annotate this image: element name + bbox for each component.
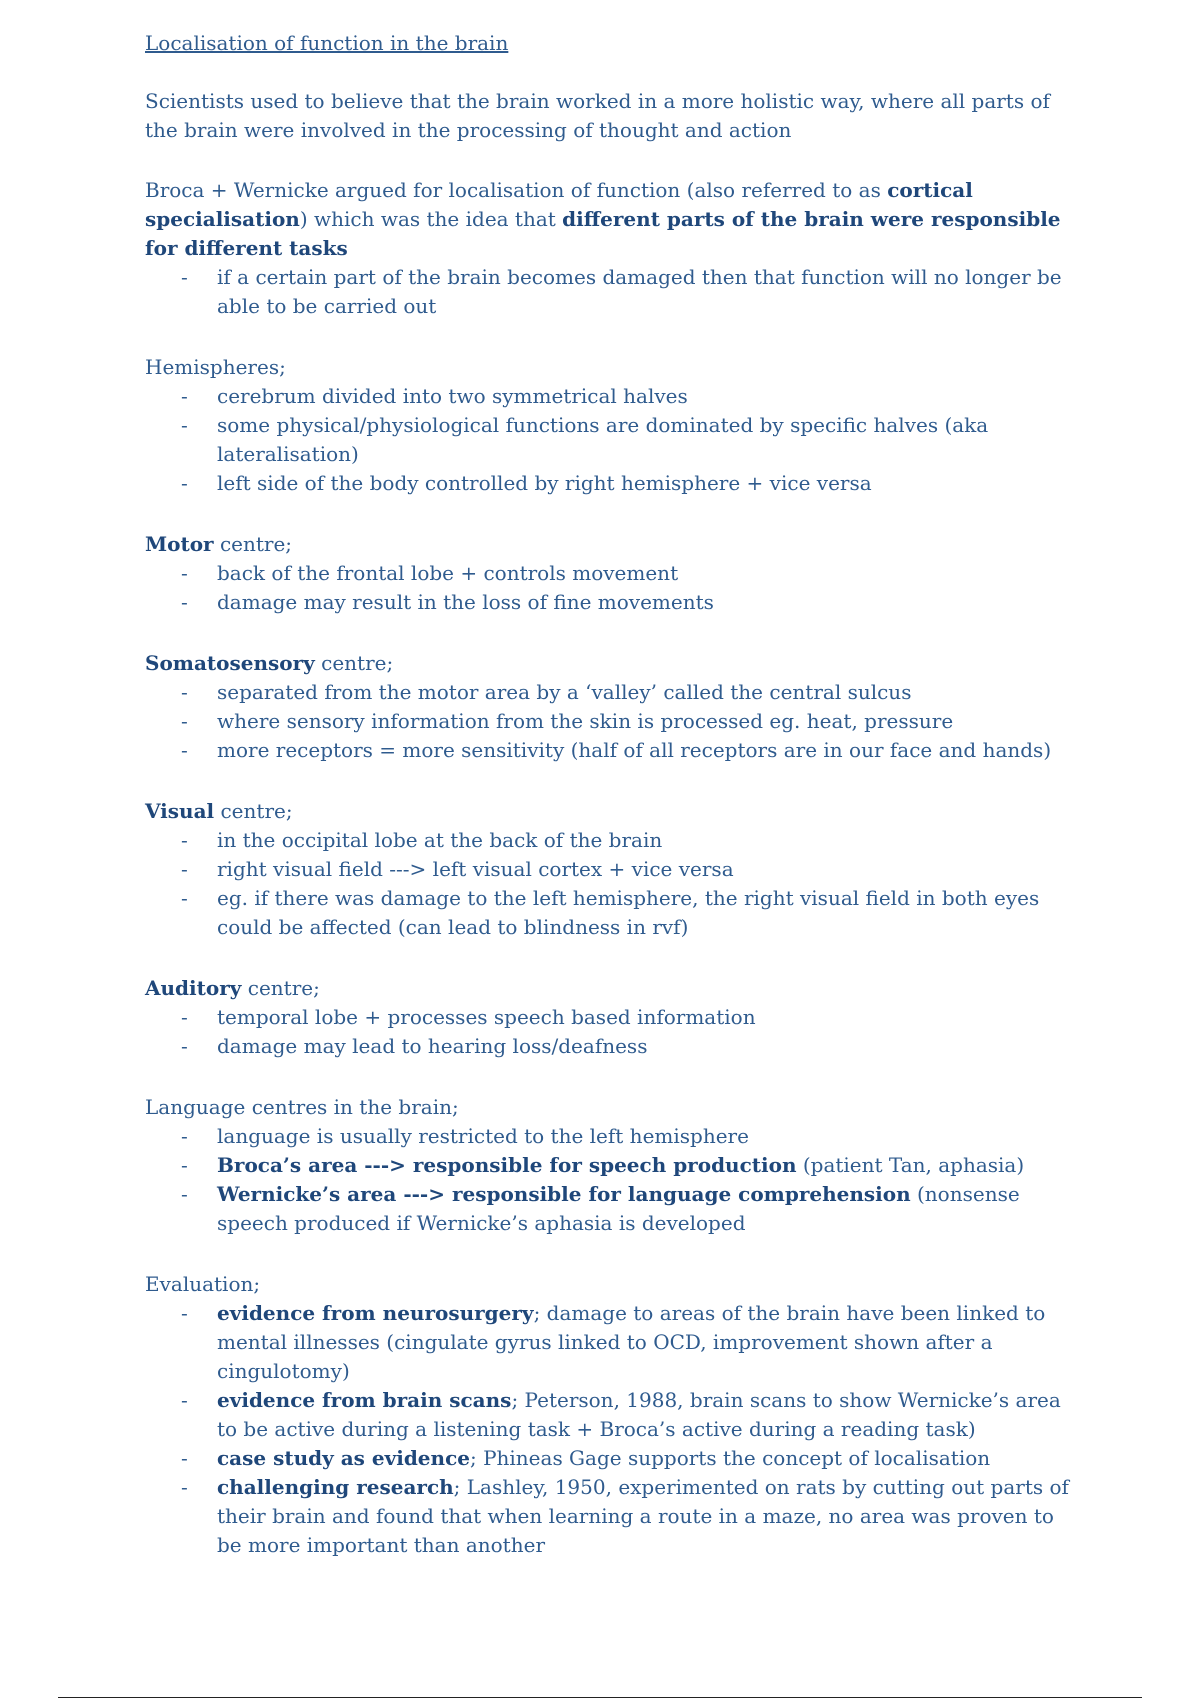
list-item [217, 1299, 1075, 1386]
broca-wernicke-section [145, 176, 1075, 321]
bold-term-different-parts: different parts of the brain were responsible for different tasks [145, 207, 1061, 260]
list-item [217, 1444, 1075, 1473]
list-item: - eg. if there was damage to the left hemisphere, the right visual field in both eyes could be affected (can lead to blindness in rvf) [217, 884, 1075, 942]
bold-term: evidence from neurosurgery [217, 1301, 534, 1325]
bold-term-cortical-specialisation: cortical specialisation [145, 178, 973, 231]
visual-section [145, 796, 1075, 942]
list-item: - damage may lead to hearing loss/deafness [217, 1032, 1075, 1061]
evaluation-heading: Evaluation; [145, 1272, 261, 1296]
heading-bold: Auditory [145, 976, 242, 1000]
hemispheres-heading: Hemispheres; [145, 355, 286, 379]
motor-section [145, 529, 1075, 617]
intro-section [145, 87, 1075, 145]
somatosensory-list [145, 678, 1075, 765]
auditory-section [145, 973, 1075, 1061]
list-item: - in the occipital lobe at the back of the brain [217, 826, 1075, 855]
text-run: ; Phineas Gage supports the concept of localisation [469, 1446, 991, 1470]
hemispheres-list [145, 382, 1075, 498]
list-item: - if a certain part of the brain becomes damaged then that function will no longer be able to be carried out [217, 263, 1075, 321]
visual-heading [145, 796, 1075, 826]
motor-list [145, 559, 1075, 617]
page-title: Localisation of function in the brain [145, 31, 509, 55]
list-item [217, 1473, 1075, 1560]
bold-term: Broca’s area ---> responsible for speech production [217, 1153, 797, 1177]
broca-wernicke-paragraph [145, 176, 1075, 263]
heading-rest: centre; [314, 651, 394, 675]
heading-bold: Visual [145, 799, 215, 823]
list-item: - separated from the motor area by a ‘valley’ called the central sulcus [217, 678, 1075, 707]
visual-list [145, 826, 1075, 942]
text-run: ; Lashley, 1950, experimented on rats by cutting out parts of their brain and found that when learning a route in a maze, no area was proven to be more important than another [217, 1475, 1069, 1557]
heading-rest: centre; [214, 799, 293, 823]
list-item: - cerebrum divided into two symmetrical halves [217, 382, 1075, 411]
bold-term: Wernicke’s area ---> responsible for language comprehension [217, 1182, 911, 1206]
text-run: ) which was the idea that [299, 207, 563, 231]
heading-rest: centre; [241, 976, 320, 1000]
list-item: - temporal lobe + processes speech based information [217, 1003, 1075, 1032]
text-run: ; Peterson, 1988, brain scans to show Wernicke’s area to be active during a listening task + Broca’s active during a reading task) [217, 1388, 1061, 1441]
intro-paragraph: Scientists used to believe that the brain worked in a more holistic way, where all parts of the brain were involved in the processing of thought and action [145, 89, 1050, 142]
list-item [217, 1386, 1075, 1444]
broca-wernicke-list [145, 263, 1075, 321]
list-item: - language is usually restricted to the left hemisphere [217, 1122, 1075, 1151]
auditory-heading [145, 973, 1075, 1003]
heading-rest: centre; [213, 532, 293, 556]
language-heading: Language centres in the brain; [145, 1095, 459, 1119]
footer-divider [58, 1697, 1142, 1698]
auditory-list [145, 1003, 1075, 1061]
text-run: Broca + Wernicke argued for localisation of function (also referred to as [145, 178, 888, 202]
motor-heading [145, 529, 1075, 559]
list-item: - more receptors = more sensitivity (half of all receptors are in our face and hands) [217, 736, 1075, 765]
evaluation-list [145, 1299, 1075, 1560]
language-list [145, 1122, 1075, 1238]
list-item: - back of the frontal lobe + controls movement [217, 559, 1075, 588]
document-page [145, 28, 1075, 1591]
list-item: - where sensory information from the skin is processed eg. heat, pressure [217, 707, 1075, 736]
heading-bold: Motor [145, 532, 214, 556]
hemispheres-section [145, 352, 1075, 498]
somatosensory-section [145, 648, 1075, 765]
heading-bold: Somatosensory [145, 651, 315, 675]
somatosensory-heading [145, 648, 1075, 678]
bold-term: evidence from brain scans [217, 1388, 512, 1412]
list-item: - some physical/physiological functions are dominated by specific halves (aka lateralisation) [217, 411, 1075, 469]
bold-term: case study as evidence [217, 1446, 470, 1470]
list-item [217, 1151, 1075, 1180]
text-run: (patient Tan, aphasia) [796, 1153, 1025, 1177]
text-run: (nonsense speech produced if Wernicke’s aphasia is developed [217, 1182, 1020, 1235]
language-section [145, 1092, 1075, 1238]
list-item: - right visual field ---> left visual cortex + vice versa [217, 855, 1075, 884]
list-item: - damage may result in the loss of fine movements [217, 588, 1075, 617]
bold-term: challenging research [217, 1475, 454, 1499]
text-run: ; damage to areas of the brain have been linked to mental illnesses (cingulate gyrus linked to OCD, improvement shown after a cingulotomy) [217, 1301, 1046, 1383]
list-item: - left side of the body controlled by right hemisphere + vice versa [217, 469, 1075, 498]
list-item [217, 1180, 1075, 1238]
evaluation-section [145, 1269, 1075, 1560]
